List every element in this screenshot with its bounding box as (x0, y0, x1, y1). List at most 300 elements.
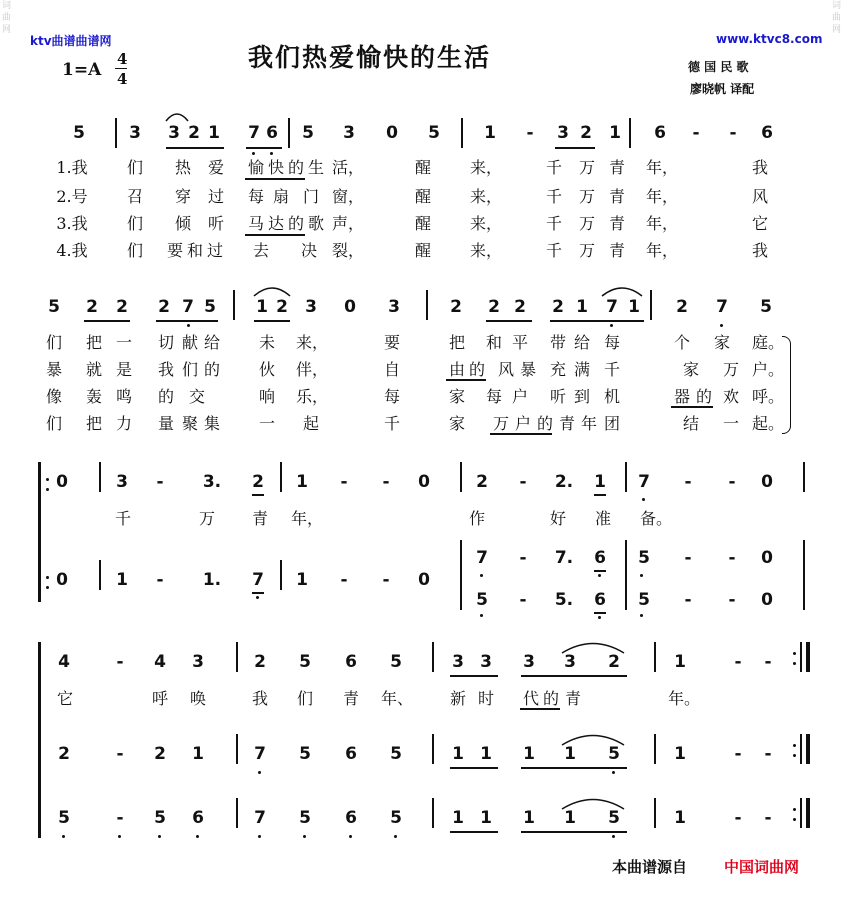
note: 2 (158, 297, 170, 317)
lyric: 充 (549, 360, 566, 379)
note: - (526, 123, 534, 143)
lyric: 每 (485, 387, 502, 406)
note: 5 (299, 744, 311, 764)
lyric: 年， (646, 241, 679, 260)
beam-underline (84, 320, 130, 322)
lyric: 户 (511, 387, 528, 406)
barline (654, 798, 656, 828)
repeat-dot (793, 744, 796, 747)
lyric: 代 (522, 689, 539, 708)
low-octave-dot (349, 835, 352, 838)
low-octave-dot (258, 835, 261, 838)
note: 1 (628, 297, 640, 317)
note: 5 (428, 123, 440, 143)
note: 0 (761, 472, 773, 492)
note: 1 (480, 744, 492, 764)
note: 5 (638, 548, 650, 568)
lyric-slur-underline (520, 708, 560, 710)
lyric: 风 (751, 187, 768, 206)
barline (460, 462, 462, 492)
lyric: 万 (578, 214, 595, 233)
lyric: 青 (558, 414, 575, 433)
system2-notes (0, 297, 848, 321)
lyric: 醒 (414, 158, 431, 177)
lyric: 机 (603, 387, 620, 406)
time-signature-line (115, 68, 127, 69)
barline (432, 734, 434, 764)
lyric: 鸣 (115, 387, 132, 406)
lyric: 给 (203, 333, 220, 352)
lyric-slur-underline (245, 234, 305, 236)
lyric: 达 (267, 214, 284, 233)
lyric: 乐， (296, 387, 329, 406)
lyric: 1.我 (56, 158, 88, 177)
note: - (764, 808, 772, 828)
repeat-dot (793, 808, 796, 811)
lyric: 轰 (85, 387, 102, 406)
note: - (116, 652, 124, 672)
note: - (684, 590, 692, 610)
note: - (382, 570, 390, 590)
note: - (728, 548, 736, 568)
note: - (519, 548, 527, 568)
note: 0 (56, 570, 68, 590)
note: - (734, 744, 742, 764)
lyric: 万 (198, 509, 215, 528)
system2-lyric-verse4 (0, 411, 848, 435)
lyric: 年。 (668, 689, 701, 708)
lyric: 把 (85, 333, 102, 352)
note: 6 (345, 652, 357, 672)
lyric: 年， (290, 509, 323, 528)
barline (99, 462, 101, 492)
lyric: 结 (682, 414, 699, 433)
note: 0 (418, 472, 430, 492)
note: 5 (638, 590, 650, 610)
lyric-slur-underline (490, 433, 552, 435)
beam-underline (252, 592, 264, 594)
note: - (684, 548, 692, 568)
note: 1 (480, 808, 492, 828)
beam-underline (450, 767, 498, 769)
translator-credit: 廖晓帆 译配 (690, 82, 755, 96)
lyric: 我 (157, 360, 174, 379)
note: 2. (554, 472, 574, 492)
lyric: 暴 (45, 360, 62, 379)
lyric: 爱 (207, 158, 224, 177)
beam-underline (594, 494, 606, 496)
note: - (728, 472, 736, 492)
low-octave-dot (158, 835, 161, 838)
lyric: 们 (126, 158, 143, 177)
note: 0 (418, 570, 430, 590)
barline (432, 798, 434, 828)
note: 6 (192, 808, 204, 828)
note: - (764, 652, 772, 672)
note: - (734, 652, 742, 672)
system3-upper-notes (0, 472, 848, 496)
lyric: 到 (573, 387, 590, 406)
system4-voice3-notes (0, 808, 848, 832)
note: 3 (480, 652, 492, 672)
low-octave-dot (720, 324, 723, 327)
lyric: 的 (203, 360, 220, 379)
note: 2 (552, 297, 564, 317)
note: 3 (557, 123, 569, 143)
site-url-right[interactable]: www.ktvc8.com (716, 32, 823, 46)
note: 2 (116, 297, 128, 317)
footer-source-label: 本曲谱源自 (612, 858, 688, 876)
lyric: 我 (251, 689, 268, 708)
beam-underline (252, 494, 264, 496)
lyric: 声， (332, 214, 365, 233)
beam-underline (166, 147, 224, 149)
note: 5 (390, 808, 402, 828)
barline (115, 118, 117, 148)
note: - (156, 472, 164, 492)
lyric: 青 (608, 187, 625, 206)
note: 1 (296, 472, 308, 492)
barline (288, 118, 290, 148)
system4-voice2-notes (0, 744, 848, 768)
final-barline (806, 798, 810, 828)
note: - (382, 472, 390, 492)
note: - (519, 590, 527, 610)
lyric: 的 (695, 387, 712, 406)
lyric: 快 (267, 158, 284, 177)
repeat-dot (793, 754, 796, 757)
lyric: 的 (287, 214, 304, 233)
lyric: 伙 (258, 360, 275, 379)
lyric: 团 (603, 414, 620, 433)
system1-lyric-verse2 (0, 184, 848, 208)
note: 0 (56, 472, 68, 492)
system4-voice1-notes (0, 652, 848, 676)
time-signature-top: 4 (117, 50, 128, 68)
lyric: 一 (722, 414, 739, 433)
note: 3 (305, 297, 317, 317)
note: 7 (476, 548, 488, 568)
lyric: 们 (296, 689, 313, 708)
low-octave-dot (610, 324, 613, 327)
note: - (519, 472, 527, 492)
lyric: 家 (448, 387, 465, 406)
note: 3 (129, 123, 141, 143)
note: 6 (761, 123, 773, 143)
note: 2 (450, 297, 462, 317)
lyric: 万 (578, 158, 595, 177)
note: 6 (345, 744, 357, 764)
lyric: 青 (342, 689, 359, 708)
footer-site-link[interactable]: 中国词曲网 (724, 858, 800, 876)
lyric: 给 (573, 333, 590, 352)
lyric: 我 (751, 158, 768, 177)
low-octave-dot (394, 835, 397, 838)
note: 1 (564, 808, 576, 828)
low-octave-dot (598, 616, 601, 619)
note: 3 (564, 652, 576, 672)
low-octave-dot (303, 835, 306, 838)
note: 5 (154, 808, 166, 828)
barline (800, 642, 802, 672)
beam-underline (594, 570, 606, 572)
slur-arc (600, 283, 644, 297)
note: 1 (674, 652, 686, 672)
lyric: 准 (594, 509, 611, 528)
note: - (116, 744, 124, 764)
beam-underline (594, 612, 606, 614)
lyric: 们 (126, 241, 143, 260)
note: 1 (523, 744, 535, 764)
note: 5 (204, 297, 216, 317)
barline (280, 462, 282, 492)
lyric: 召 (126, 187, 143, 206)
lyric: 一 (115, 333, 132, 352)
low-octave-dot (612, 771, 615, 774)
beam-underline (486, 320, 532, 322)
lyric: 万 (578, 241, 595, 260)
song-title: 我们热爱愉快的生活 (248, 43, 492, 72)
lyric: 家 (682, 360, 699, 379)
lyric: 们 (126, 214, 143, 233)
barline (432, 642, 434, 672)
lyric: 是 (115, 360, 132, 379)
lyric: 醒 (414, 241, 431, 260)
site-name-left[interactable]: ktv曲谱曲谱网 (30, 34, 112, 48)
note: 2 (188, 123, 200, 143)
note: 7 (248, 123, 260, 143)
note: 3 (388, 297, 400, 317)
note: 3 (452, 652, 464, 672)
note: 3 (168, 123, 180, 143)
lyric: 献 (181, 333, 198, 352)
lyric: 千 (603, 360, 620, 379)
note: 0 (386, 123, 398, 143)
lyric: 切 (157, 333, 174, 352)
lyric: 响 (258, 387, 275, 406)
note: 1 (296, 570, 308, 590)
barline (625, 540, 627, 610)
lyric: 新 (449, 689, 466, 708)
note: 6 (594, 548, 606, 568)
slur-arc (560, 794, 626, 810)
note: 5 (73, 123, 85, 143)
lyric: 唤 (189, 689, 206, 708)
note: 3. (202, 472, 222, 492)
system3-lyrics (0, 506, 848, 530)
lyric: 听 (549, 387, 566, 406)
note: 5 (299, 808, 311, 828)
lyric: 我 (751, 241, 768, 260)
lyric: 作 (468, 509, 485, 528)
lyric: 万 (578, 187, 595, 206)
lyric: 裂， (332, 241, 365, 260)
note: 2 (276, 297, 288, 317)
lyric: 门 (302, 187, 319, 206)
lyric: 青 (608, 241, 625, 260)
note: 2 (476, 472, 488, 492)
note: 3 (523, 652, 535, 672)
lyric: 就 (85, 360, 102, 379)
note: - (728, 590, 736, 610)
barline (800, 734, 802, 764)
lyric: 醒 (414, 214, 431, 233)
lyric-slur-underline (446, 379, 486, 381)
system3-lower2-notes (0, 590, 848, 614)
lyric: 们 (181, 360, 198, 379)
lyric: 千 (114, 509, 131, 528)
note: 5 (48, 297, 60, 317)
beam-underline (521, 675, 627, 677)
system1-lyric-verse3 (0, 211, 848, 235)
lyric: 青 (608, 214, 625, 233)
repeat-dot (793, 652, 796, 655)
lyric: 未 (258, 333, 275, 352)
lyric: 听 (207, 214, 224, 233)
lyric: 一 (258, 414, 275, 433)
note: 5 (608, 808, 620, 828)
note: 1 (674, 744, 686, 764)
slur-arc (560, 730, 626, 746)
note: 1 (484, 123, 496, 143)
lyric: 醒 (414, 187, 431, 206)
note: 1 (192, 744, 204, 764)
lyric: 千 (545, 158, 562, 177)
system1-lyric-verse1 (0, 155, 848, 179)
lyric: 每 (247, 187, 264, 206)
lyric: 3.我 (56, 214, 88, 233)
low-octave-dot (196, 835, 199, 838)
barline (800, 798, 802, 828)
system2-lyric-verse2 (0, 357, 848, 381)
note: 2 (608, 652, 620, 672)
lyric: 愉 (247, 158, 264, 177)
lyric: 来， (470, 214, 503, 233)
note: 1 (452, 744, 464, 764)
lyric: 欢 (722, 387, 739, 406)
barline (629, 118, 631, 148)
beam-underline (254, 320, 290, 322)
lyric: 要 (383, 333, 400, 352)
barline (461, 118, 463, 148)
note: 4 (58, 652, 70, 672)
lyric: 的 (536, 414, 553, 433)
note: 5 (608, 744, 620, 764)
barline (426, 290, 428, 320)
lyric: 的 (287, 158, 304, 177)
lyric: 穿 (174, 187, 191, 206)
lyric: 自 (383, 360, 400, 379)
low-octave-dot (598, 574, 601, 577)
repeat-dot (793, 818, 796, 821)
barline (236, 798, 238, 828)
note: 5 (302, 123, 314, 143)
lyric: 来， (470, 158, 503, 177)
note: 5 (390, 652, 402, 672)
lyric: 伴， (296, 360, 329, 379)
lyric: 歌 (307, 214, 324, 233)
lyric: 和 (485, 333, 502, 352)
note: 5 (760, 297, 772, 317)
note: 7 (254, 744, 266, 764)
note: 1 (523, 808, 535, 828)
lyric: 青 (608, 158, 625, 177)
note: - (156, 570, 164, 590)
note: 2 (514, 297, 526, 317)
note: 1 (576, 297, 588, 317)
note: 5. (554, 590, 574, 610)
lyric-slur-underline (245, 178, 305, 180)
slur-arc (252, 283, 292, 297)
lyric: 千 (383, 414, 400, 433)
low-octave-dot (256, 596, 259, 599)
key-signature: 1=A (62, 60, 102, 80)
lyric: 户 (514, 414, 531, 433)
lyric: 们 (45, 333, 62, 352)
system2-lyric-verse3 (0, 384, 848, 408)
lyric: 青 (564, 689, 581, 708)
note: 3 (192, 652, 204, 672)
lyric: 聚 (181, 414, 198, 433)
low-octave-dot (480, 614, 483, 617)
barline (654, 642, 656, 672)
note: 1 (116, 570, 128, 590)
note: 1 (452, 808, 464, 828)
note: 1. (202, 570, 222, 590)
note: 2 (676, 297, 688, 317)
lyric: 交 (188, 387, 205, 406)
system4-lyrics (0, 686, 848, 710)
beam-underline (521, 831, 627, 833)
note: 0 (344, 297, 356, 317)
lyric: 青 (251, 509, 268, 528)
barline (803, 540, 805, 610)
note: 2 (254, 652, 266, 672)
lyric: 热 (174, 158, 191, 177)
time-signature-bottom: 4 (117, 70, 128, 88)
note: 2 (86, 297, 98, 317)
lyric: 的 (542, 689, 559, 708)
note: 1 (609, 123, 621, 143)
note: 2 (580, 123, 592, 143)
lyric: 千 (545, 187, 562, 206)
note: 1 (564, 744, 576, 764)
lyric: 器 (673, 387, 690, 406)
barline (280, 560, 282, 590)
barline (650, 290, 652, 320)
lyric: 过 (206, 241, 223, 260)
verse-bracket (782, 336, 791, 434)
lyric: 由 (448, 360, 465, 379)
lyric: 千 (545, 214, 562, 233)
system1-notes (0, 123, 848, 147)
note: 5 (58, 808, 70, 828)
note: 3 (343, 123, 355, 143)
note: 1 (256, 297, 268, 317)
slur-arc (560, 638, 626, 654)
note: 5 (390, 744, 402, 764)
lyric: 年， (646, 187, 679, 206)
note: 2 (488, 297, 500, 317)
lyric: 万 (722, 360, 739, 379)
note: 7 (252, 570, 264, 590)
lyric: 它 (751, 214, 768, 233)
note: 0 (761, 548, 773, 568)
lyric: 的 (157, 387, 174, 406)
lyric: 和 (186, 241, 203, 260)
lyric: 量 (157, 414, 174, 433)
barline (236, 642, 238, 672)
